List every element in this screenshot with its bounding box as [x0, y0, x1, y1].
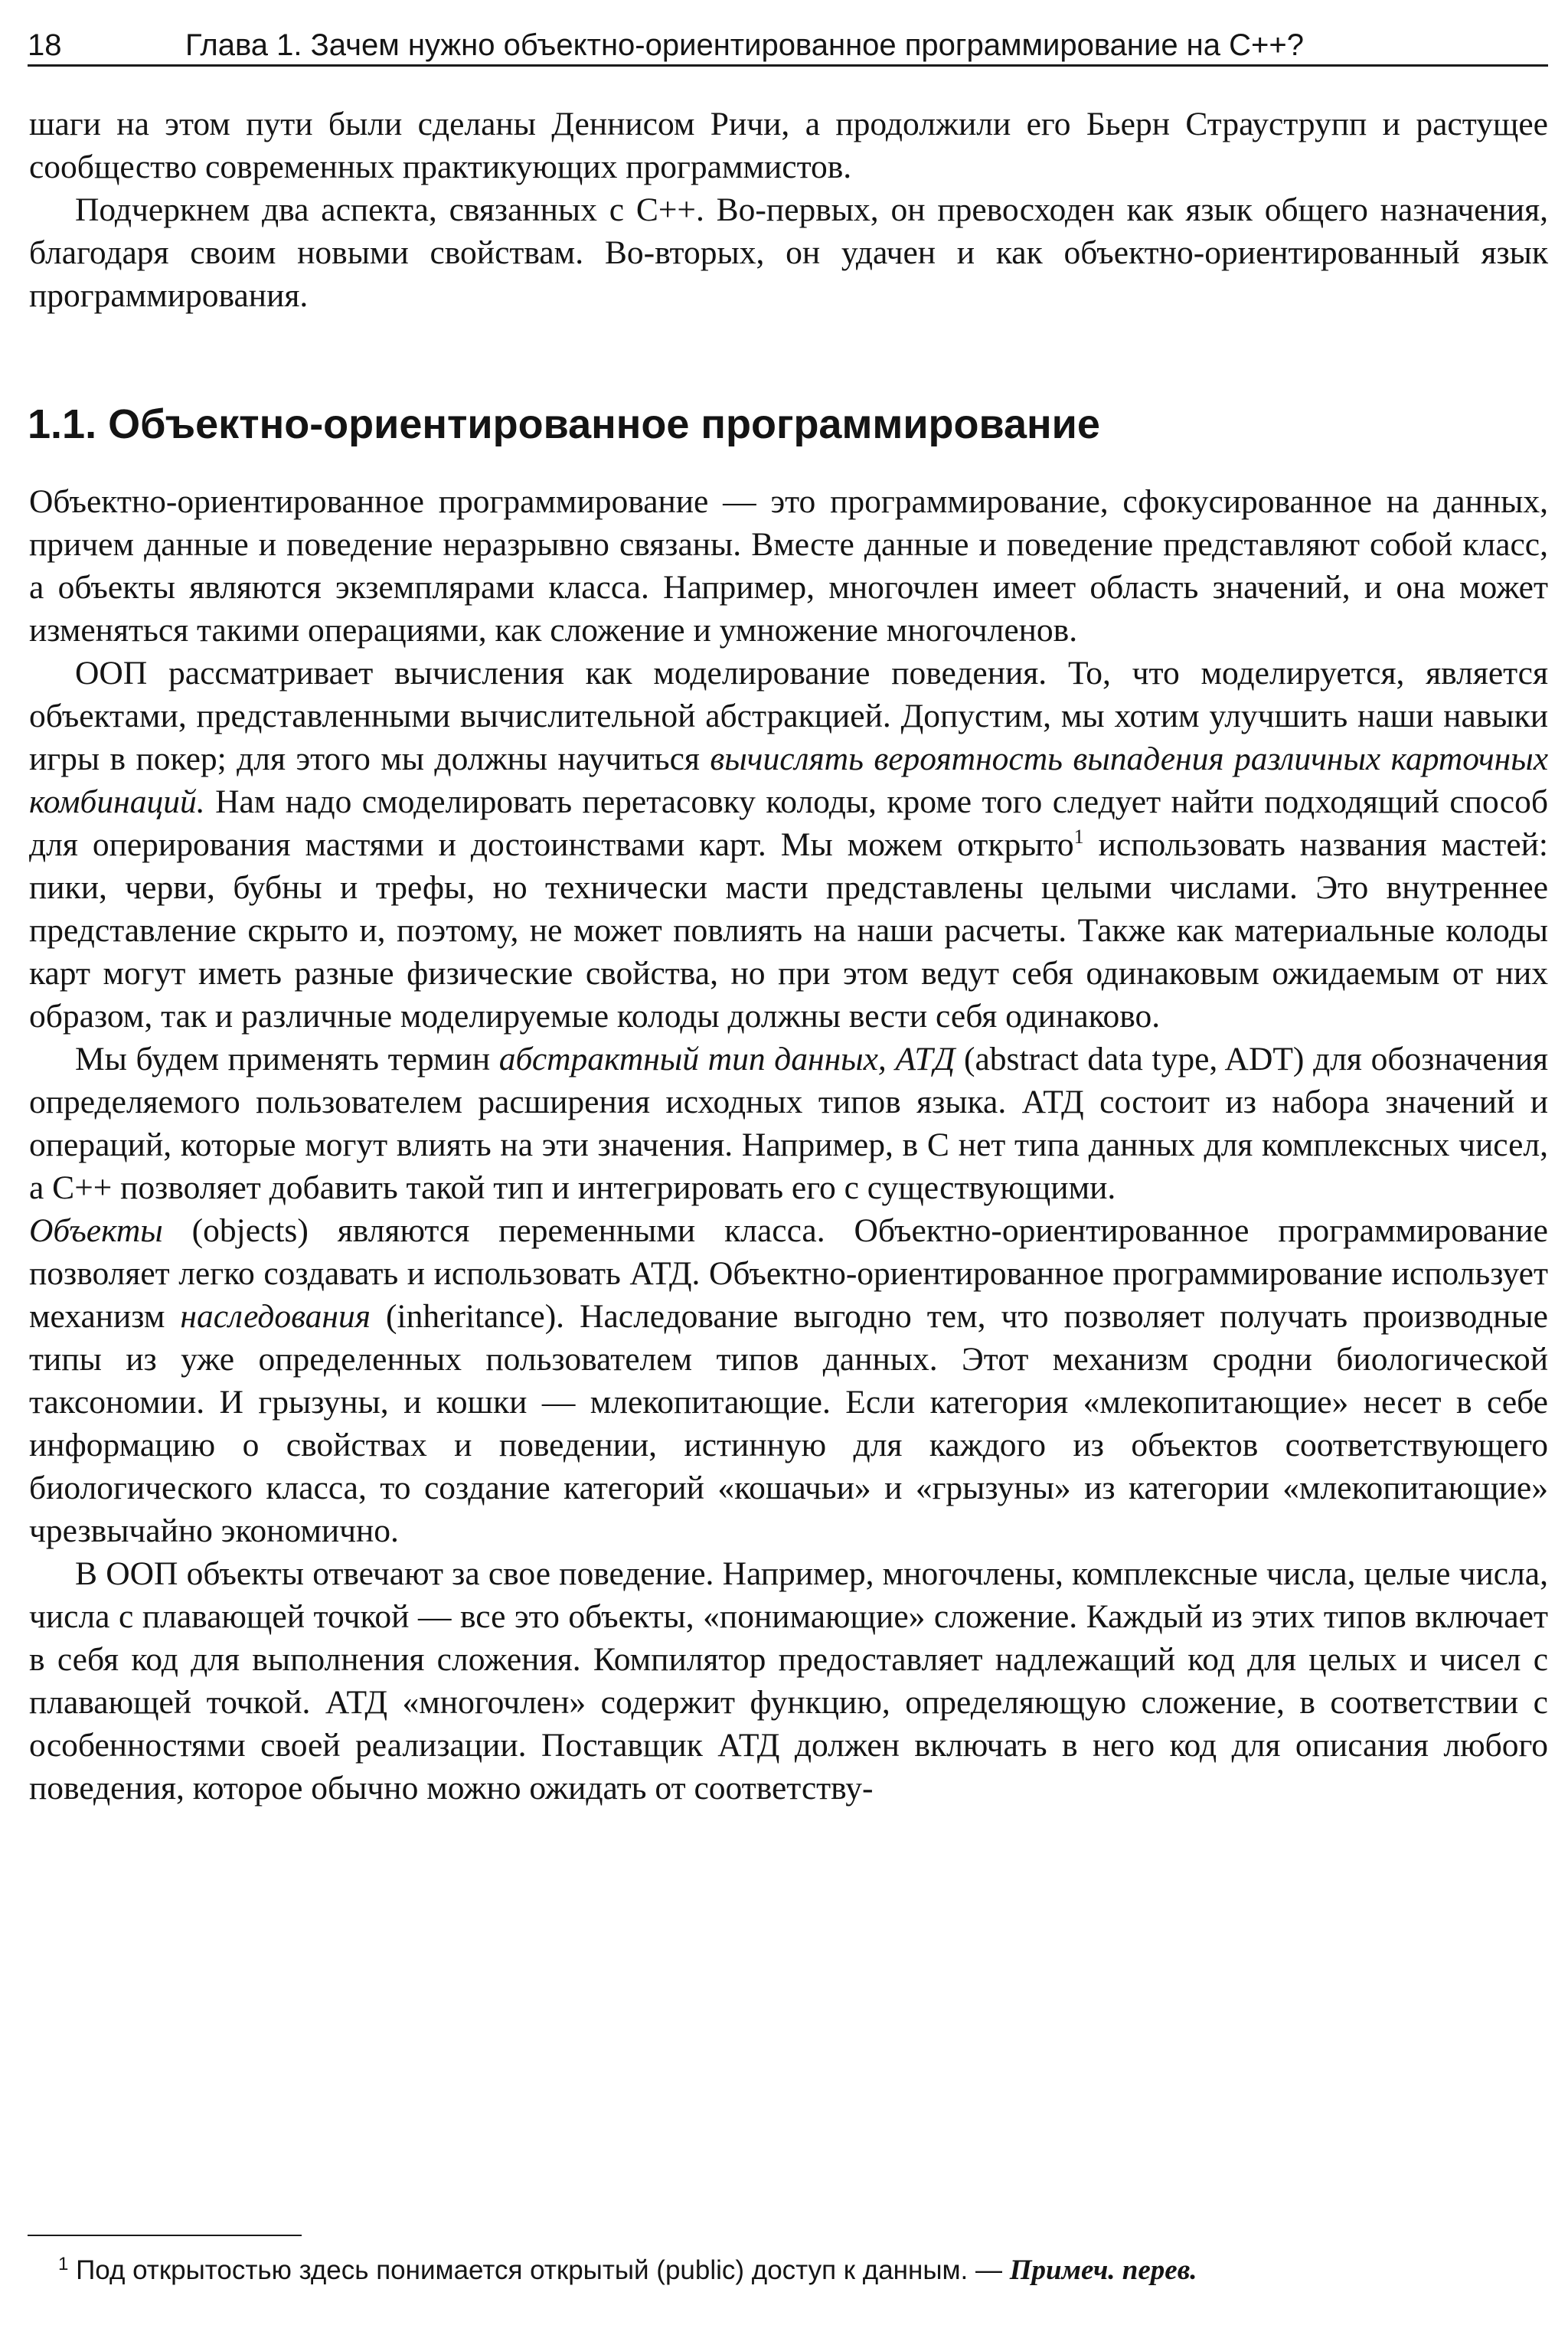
footnote: [28, 2250, 1548, 2291]
footnote-reference[interactable]: 1: [1073, 826, 1084, 848]
paragraph: шаги на этом пути были сделаны Деннисом Ричи, а продолжили его Бьерн Страуструпп и растущее сообщество современных практикующих программистов.: [29, 106, 1548, 185]
italic-term: Объекты: [29, 1212, 163, 1249]
section-text: [29, 480, 1548, 1810]
text-run: использовать названия мастей: пики, черви, бубны и трефы, но технически масти представлены целыми числами. Это внутреннее представление скрыто и, поэтому, не может повлиять на наши расчеты. Также как материальные колоды карт могут иметь разные физические свойства, но при этом ведут себя одинаковым ожидаемым от них образом, так и различные моделируемые колоды должны вести себя одинаково.: [29, 826, 1548, 1035]
section-heading: 1.1. Объектно-ориентированное программирование: [28, 401, 1100, 447]
text-run: ООП рассматривает вычисления как моделирование поведения. То, что моделируется, является объектами, представленными вычислительной абстракцией. Допустим, мы хотим улучшить наши навыки игры в покер; для этого мы должны научиться: [29, 655, 1548, 777]
intro-text: [29, 103, 1548, 317]
italic-phrase: вычислять вероятность выпадения различных карточных комбинаций.: [29, 741, 1549, 820]
page-number: 18: [28, 28, 62, 62]
paragraph: Объектно-ориентированное программирование — это программирование, сфокусированное на данных, причем данные и поведение неразрывно связаны. Вместе данные и поведение представляют собой класс, а объекты являются экземплярами класса. Например, многочлен имеет область значений, и она может изменяться такими операциями, как сложение и умножение многочленов.: [29, 483, 1548, 649]
header-rule: [28, 64, 1548, 67]
paragraph: В ООП объекты отвечают за свое поведение. Например, многочлены, комплексные числа, целые числа, числа с плавающей точкой — все это объекты, «понимающие» сложение. Каждый из этих типов включает в себя код для выполнения сложения. Компилятор предоставляет надлежащий код для целых и чисел с плавающей точкой. АТД «многочлен» содержит функцию, определяющую сложение, в соответствии с особенностями своей реализации. Поставщик АТД должен включать в него код для описания любого поведения, которое обычно можно ожидать от соответству-: [29, 1555, 1548, 1807]
italic-term: абстрактный тип данных, АТД: [498, 1041, 956, 1077]
paragraph: [29, 652, 1548, 1038]
paragraph: [29, 1209, 1548, 1552]
text-run: (objects) являются переменными класса. Объектно-ориентированное программирование позволяет легко создавать и использовать АТД. Объектно-ориентированное программирование использует механизм: [29, 1212, 1548, 1335]
text-run: (abstract data type, ADT) для обозначения определяемого пользователем расширения исходных типов языка. АТД состоит из набора значений и операций, которые могут влиять на эти значения. Например, в C нет типа данных для комплексных чисел, а C++ позволяет добавить такой тип и интегрировать его с существующими.: [29, 1041, 1548, 1206]
footnote-mark: 1: [58, 2254, 69, 2274]
text-run: Мы будем применять термин: [75, 1041, 499, 1077]
running-header: [28, 21, 1548, 69]
italic-term: наследования: [180, 1298, 371, 1335]
paragraph: Подчеркнем два аспекта, связанных с C++. Во-первых, он превосходен как язык общего назначения, благодаря своим новыми свойствам. Во-вторых, он удачен и как объектно-ориентированный язык программирования.: [29, 191, 1548, 314]
paragraph: [29, 1038, 1548, 1209]
text-run: Нам надо смоделировать перетасовку колоды, кроме того следует найти подходящий способ для оперирования мастями и достоинствами карт. Мы можем открыто: [29, 783, 1548, 863]
translator-note: Примеч. перев.: [1009, 2255, 1197, 2286]
chapter-title: Глава 1. Зачем нужно объектно-ориентированное программирование на C++?: [185, 28, 1304, 62]
text-run: (inheritance). Наследование выгодно тем, что позволяет получать производные типы из уже определенных пользователем типов данных. Этот механизм сродни биологической таксономии. И грызуны, и кошки — млекопитающие. Если категория «млекопитающие» несет в себе информацию о свойствах и поведении, истинную для каждого из объектов соответствующего биологического класса, то создание категорий «кошачьи» и «грызуны» из категории «млекопитающие» чрезвычайно экономично.: [29, 1298, 1548, 1549]
footnote-text: Под открытостью здесь понимается открытый (public) доступ к данным. —: [76, 2255, 1010, 2285]
footnote-rule: [28, 2235, 302, 2236]
